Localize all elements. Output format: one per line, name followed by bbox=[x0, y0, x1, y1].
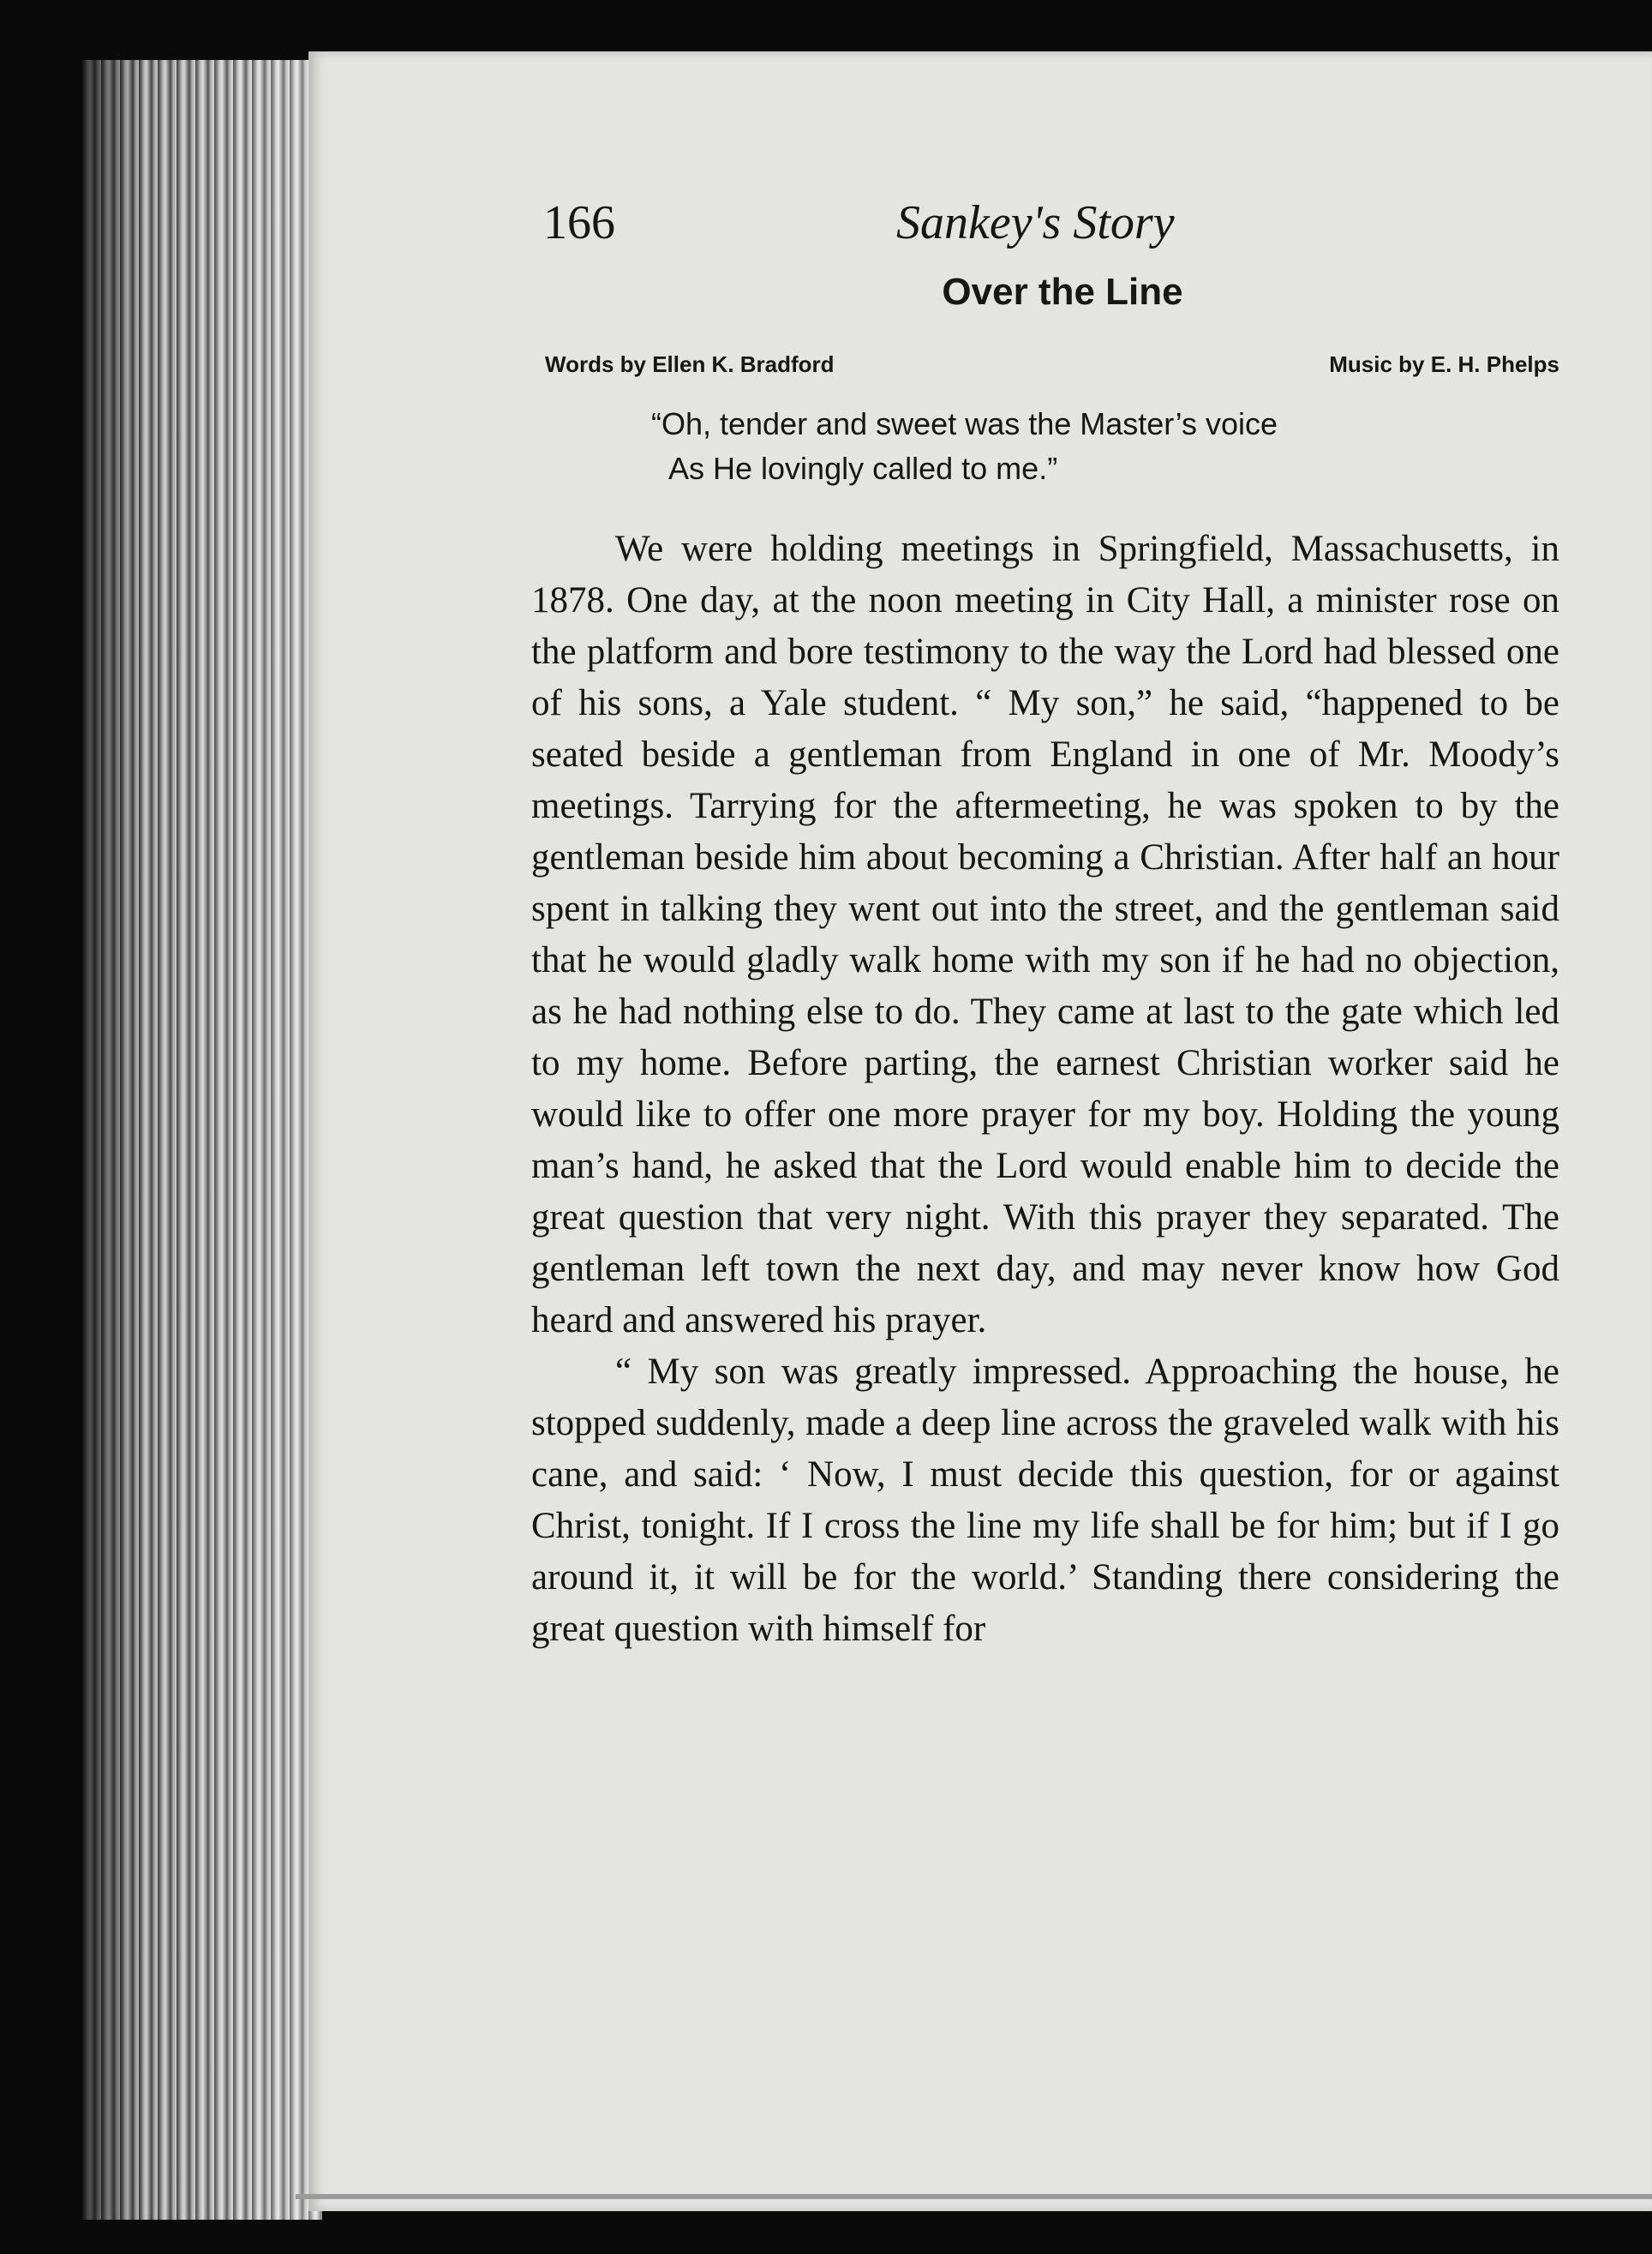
verse-line: “Oh, tender and sweet was the Master’s voice bbox=[651, 406, 1278, 441]
words-credit: Words by Ellen K. Bradford bbox=[545, 351, 835, 377]
hymn-title: Over the Line bbox=[942, 271, 1183, 313]
page-text bbox=[531, 195, 1559, 1655]
page-edges-shadow bbox=[82, 60, 322, 2220]
page-bottom-edge bbox=[296, 2194, 1652, 2199]
body-text bbox=[531, 524, 1559, 1655]
paragraph: “ My son was greatly impressed. Approaching the house, he stopped suddenly, made a deep line across the graveled walk with his cane, and said: ‘ Now, I must decide this question, for or against Christ, tonight. If I cross the line my life shall be for him; but if I go around it, it will be for the world.’ Standing there considering the great question with himself for bbox=[531, 1352, 1559, 1649]
hymn-credits bbox=[531, 351, 1559, 378]
music-credit: Music by E. H. Phelps bbox=[1329, 351, 1559, 377]
hymn-verse bbox=[531, 402, 1559, 491]
page-number: 166 bbox=[543, 196, 615, 249]
running-head bbox=[531, 195, 1559, 269]
paragraph: We were holding meetings in Springfield, Massachusetts, in 1878. One day, at the noon meeting in City Hall, a minister rose on the platform and bore testimony to the way the Lord had blessed one of his sons, a Yale student. “ My son,” he said, “happened to be seated beside a gentleman from England in one of Mr. Moody’s meetings. Tarrying for the aftermeeting, he was spoken to by the gentleman beside him about becoming a Christian. After half an hour spent in talking they went out into the street, and the gentleman said that he would gladly walk home with my son if he had no objection, as he had nothing else to do. They came at last to the gate which led to my home. Before parting, the earnest Christian worker said he would like to offer one more prayer for my boy. Holding the young man’s hand, he asked that the Lord would enable him to decide the great question that very night. With this prayer they separated. The gentleman left town the next day, and may never know how God heard and answered his prayer. bbox=[531, 529, 1559, 1340]
book-title: Sankey's Story bbox=[896, 196, 1175, 249]
verse-line: As He lovingly called to me.” bbox=[668, 451, 1058, 486]
